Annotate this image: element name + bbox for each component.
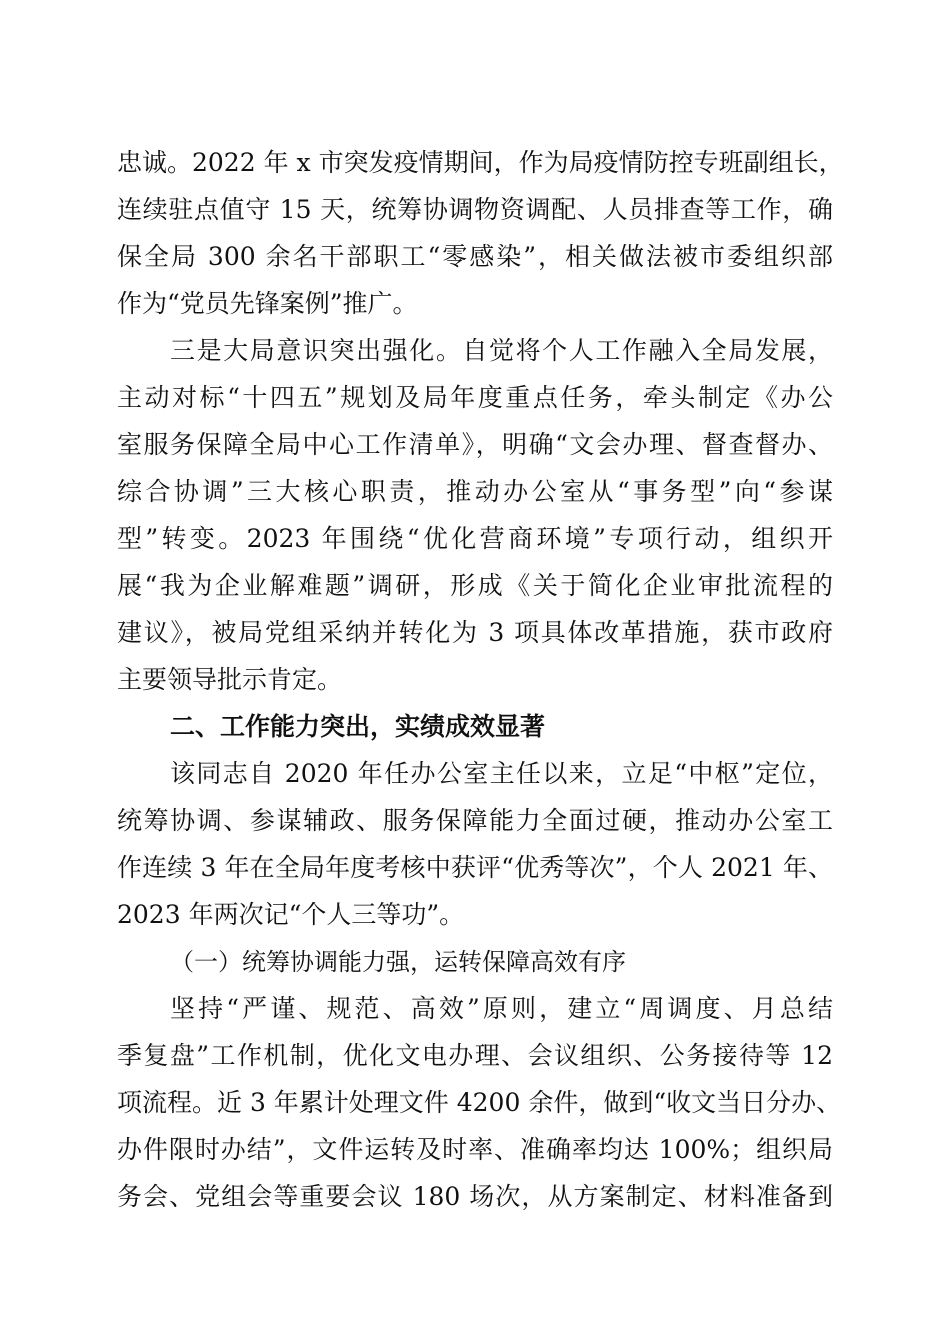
text-line: 室服务保障全局中心工作清单》，明确“文会办理、督查督办、 xyxy=(117,430,833,459)
text-line: 项流程。近 3 年累计处理文件 4200 余件，做到“收文当日分办、 xyxy=(117,1088,842,1117)
text-line: 办件限时办结”，文件运转及时率、准确率均达 100%；组织局 xyxy=(117,1135,833,1164)
text-line: 建议》，被局党组采纳并转化为 3 项具体改革措施，获市政府 xyxy=(117,618,833,647)
section-heading: 二、工作能力突出，实绩成效显著 xyxy=(170,712,546,741)
text-line: 作连续 3 年在全局年度考核中获评“优秀等次”，个人 2021 年、 xyxy=(117,853,833,882)
text-line: 2023 年两次记“个人三等功”。 xyxy=(117,900,465,929)
text-line: 主动对标“十四五”规划及局年度重点任务，牵头制定《办公 xyxy=(117,383,833,412)
text-line: 忠诚。2022 年 x 市突发疫情期间，作为局疫情防控专班副组长， xyxy=(117,148,844,177)
text-line: 综合协调”三大核心职责，推动办公室从“事务型”向“参谋 xyxy=(117,477,833,506)
text-line: 该同志自 2020 年任办公室主任以来，立足“中枢”定位， xyxy=(170,759,833,788)
subsection-heading: （一）统筹协调能力强，运转保障高效有序 xyxy=(170,948,626,976)
text-line: 展“我为企业解难题”调研，形成《关于简化企业审批流程的 xyxy=(117,571,833,600)
text-line: 季复盘”工作机制，优化文电办理、会议组织、公务接待等 12 xyxy=(117,1041,833,1070)
text-line: 保全局 300 余名干部职工“零感染”，相关做法被市委组织部 xyxy=(117,242,833,271)
text-line: 统筹协调、参谋辅政、服务保障能力全面过硬，推动办公室工 xyxy=(117,806,833,835)
text-line: 主要领导批示肯定。 xyxy=(117,665,343,694)
text-line: 作为“党员先锋案例”推广。 xyxy=(117,289,418,318)
text-line: 连续驻点值守 15 天，统筹协调物资调配、人员排查等工作，确 xyxy=(117,195,833,224)
text-line: 型”转变。2023 年围绕“优化营商环境”专项行动，组织开 xyxy=(117,524,833,553)
text-line: 务会、党组会等重要会议 180 场次，从方案制定、材料准备到 xyxy=(117,1182,833,1211)
text-line: 坚持“严谨、规范、高效”原则，建立“周调度、月总结 xyxy=(170,994,833,1023)
text-line: 三是大局意识突出强化。自觉将个人工作融入全局发展， xyxy=(170,336,833,365)
